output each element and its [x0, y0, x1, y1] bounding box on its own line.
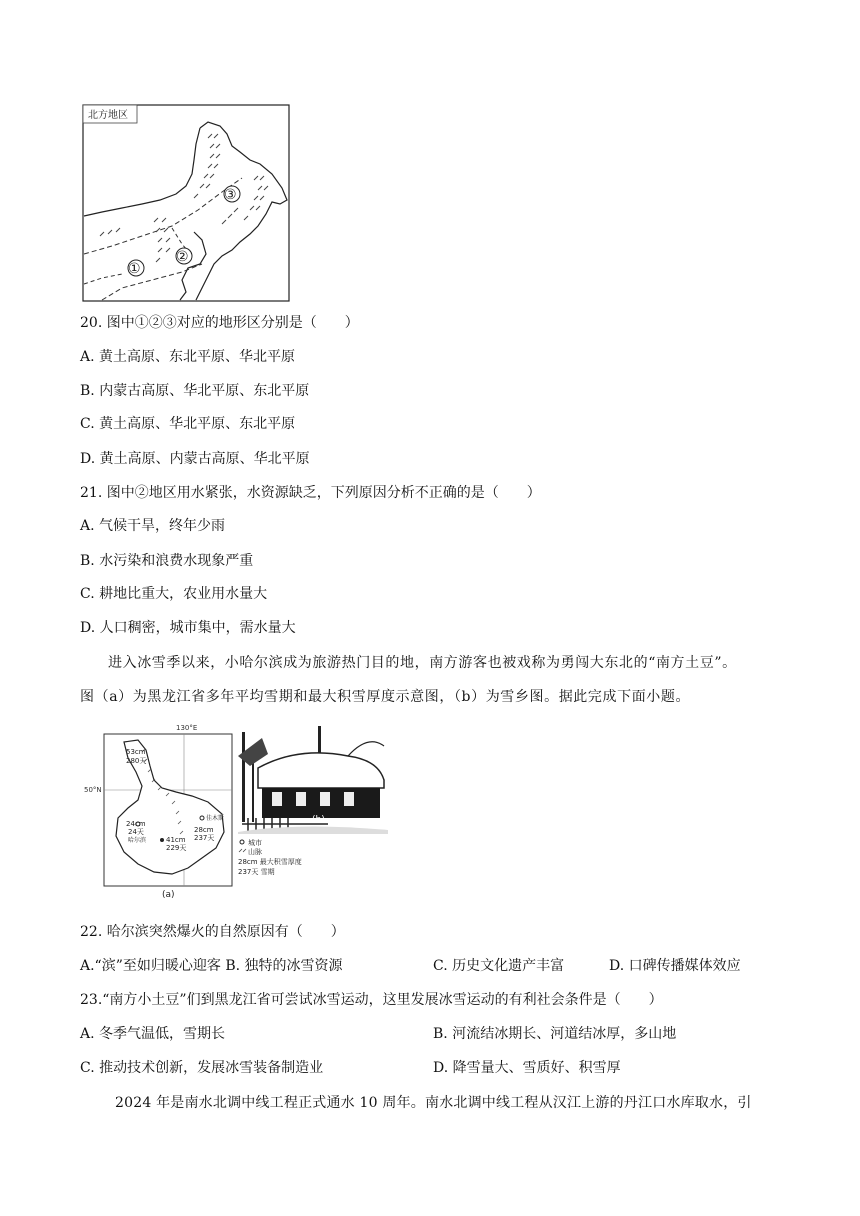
caption-a: (a) — [162, 890, 175, 898]
q21-option-c[interactable]: C. 耕地比重大，农业用水量大 — [80, 586, 268, 602]
q23-option-d[interactable]: D. 降雪量大、雪质好、积雪厚 — [433, 1060, 621, 1076]
passage2-line1: 2024 年是南水北调中线工程正式通水 10 周年。南水北调中线工程从汉江上游的丹江口水库取水，引 — [115, 1095, 752, 1111]
station-1-depth: 53cm — [126, 748, 146, 756]
q22-stem: 22. 哈尔滨突然爆火的自然原因有（ ） — [80, 924, 345, 940]
q23-stem: 23.“南方小土豆”们到黑龙江省可尝试冰雪运动，这里发展冰雪运动的有利社会条件是（ ） — [80, 992, 663, 1008]
marker-1: ① — [128, 261, 141, 277]
q20-option-c[interactable]: C. 黄土高原、华北平原、东北平原 — [80, 416, 296, 432]
legend-snow-days: 237天 雪期 — [238, 868, 275, 876]
station-4-days: 237天 — [194, 834, 215, 842]
legend-depth: 28cm 最大积雪厚度 — [238, 858, 302, 866]
map-label: 北方地区 — [88, 110, 128, 121]
q21-option-d[interactable]: D. 人口稠密，城市集中，需水量大 — [80, 620, 296, 636]
marker-2: ② — [176, 249, 189, 265]
q23-option-b[interactable]: B. 河流结冰期长、河道结冰厚，多山地 — [433, 1026, 677, 1042]
station-4-depth: 28cm — [194, 826, 214, 834]
city-jiamusi: 佳木斯 — [206, 815, 225, 822]
q20-stem: 20. 图中①②③对应的地形区分别是（ ） — [80, 315, 359, 331]
marker-3: ③ — [224, 187, 237, 203]
q22-option-d[interactable]: D. 口碑传播媒体效应 — [609, 958, 741, 974]
caption-b: (b) — [312, 815, 325, 825]
heilongjiang-snow-map — [84, 722, 236, 898]
q23-option-c[interactable]: C. 推动技术创新，发展冰雪装备制造业 — [80, 1060, 324, 1076]
lat-label: 50°N — [84, 786, 102, 794]
q20-option-a[interactable]: A. 黄土高原、东北平原、华北平原 — [80, 349, 296, 365]
passage1-line2: 图（a）为黑龙江省多年平均雪期和最大积雪厚度示意图，（b）为雪乡图。据此完成下面小题。 — [80, 689, 691, 705]
q20-option-b[interactable]: B. 内蒙古高原、华北平原、东北平原 — [80, 383, 310, 399]
q21-option-a[interactable]: A. 气候干旱，终年少雨 — [80, 518, 226, 534]
station-3-depth: 41cm — [166, 836, 186, 844]
q21-option-b[interactable]: B. 水污染和浪费水现象严重 — [80, 553, 254, 569]
legend-city: 城市 — [248, 839, 262, 847]
passage1-line1: 进入冰雪季以来，小哈尔滨成为旅游热门目的地，南方游客也被戏称为勇闯大东北的“南方土豆”。 — [108, 655, 737, 671]
north-region-map — [82, 104, 290, 302]
station-2-days: 24天 — [128, 828, 144, 836]
lon-label: 130°E — [176, 724, 198, 732]
snow-village-photo — [238, 726, 388, 886]
station-3-days: 229天 — [166, 844, 187, 852]
q22-option-c[interactable]: C. 历史文化遗产丰富 — [433, 958, 565, 974]
q22-option-ab[interactable]: A.“滨”至如归暖心迎客 B. 独特的冰雪资源 — [80, 958, 343, 974]
legend-mountain: 山脉 — [248, 848, 262, 856]
q20-option-d[interactable]: D. 黄土高原、内蒙古高原、华北平原 — [80, 451, 310, 467]
station-2-depth: 24cm — [126, 820, 146, 828]
city-harbin: 哈尔滨 — [128, 837, 147, 844]
station-1-days: 280天 — [126, 757, 147, 765]
q23-option-a[interactable]: A. 冬季气温低，雪期长 — [80, 1026, 226, 1042]
q21-stem: 21. 图中②地区用水紧张，水资源缺乏，下列原因分析不正确的是（ ） — [80, 485, 541, 501]
